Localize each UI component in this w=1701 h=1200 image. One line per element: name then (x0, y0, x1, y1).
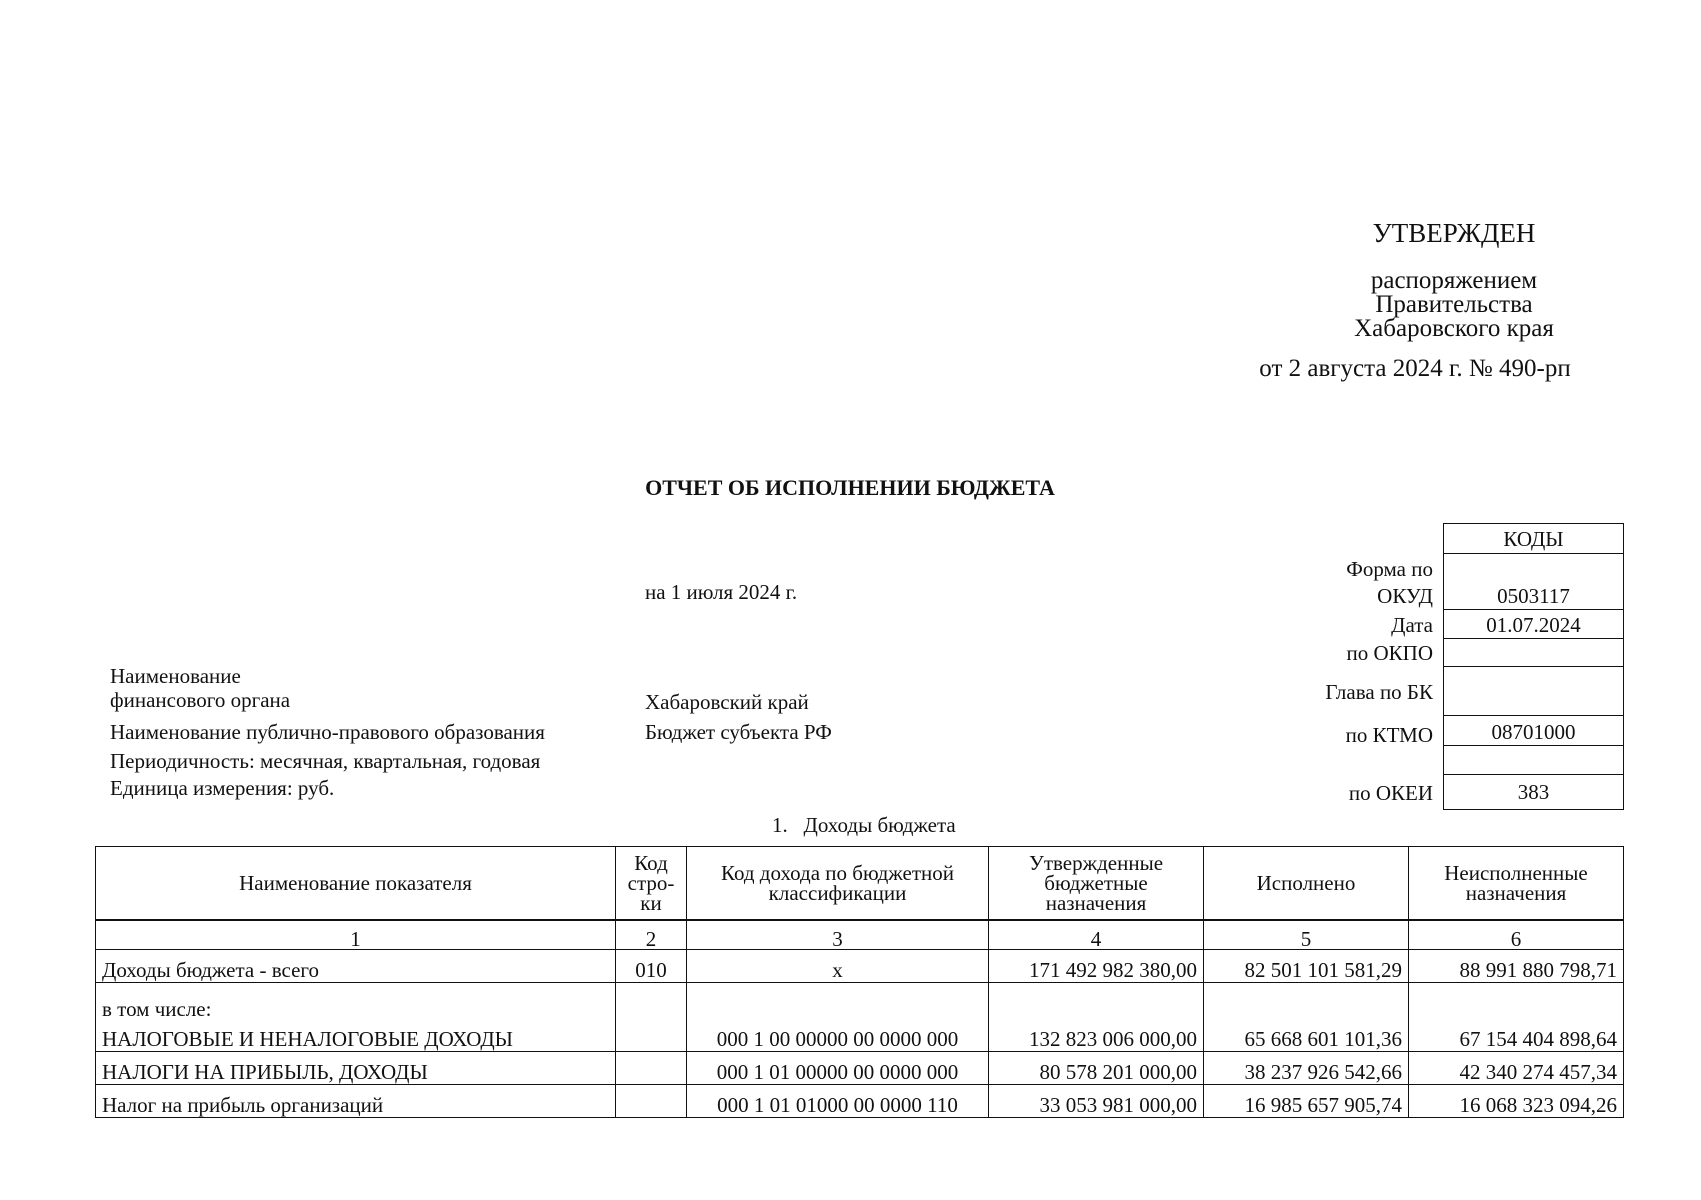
bk-label: Глава по БК (1325, 680, 1433, 704)
section-label: Доходы бюджета (803, 813, 956, 837)
table-header-row (96, 847, 1624, 921)
header-unexecuted-1: Неисполненные (1444, 861, 1588, 885)
date-value: 01.07.2024 (1444, 610, 1623, 639)
column-number-row (96, 920, 1624, 950)
table-row (96, 1052, 1624, 1085)
approval-block (1180, 218, 1620, 383)
row-line: 010 (616, 950, 687, 983)
row-name (96, 983, 616, 1052)
row-unexecuted: 67 154 404 898,64 (1409, 983, 1624, 1052)
income-table (95, 846, 1624, 1118)
codes-header: КОДЫ (1444, 524, 1623, 554)
header-executed: Исполнено (1204, 847, 1409, 921)
row-approved: 171 492 982 380,00 (989, 950, 1204, 983)
column-number: 3 (687, 920, 989, 950)
table-row (96, 1085, 1624, 1118)
row-name: Налог на прибыль организаций (96, 1085, 616, 1118)
date-label: Дата (1391, 613, 1433, 637)
row-executed: 82 501 101 581,29 (1204, 950, 1409, 983)
row-name: НАЛОГИ НА ПРИБЫЛЬ, ДОХОДЫ (96, 1052, 616, 1085)
row-code: 000 1 01 01000 00 0000 110 (687, 1085, 989, 1118)
row-executed: 38 237 926 542,66 (1204, 1052, 1409, 1085)
bk-value (1444, 667, 1623, 716)
header-income-code (687, 847, 989, 921)
column-number: 4 (989, 920, 1204, 950)
oktmo-value: 08701000 (1444, 716, 1623, 746)
header-line-code-1: Код (634, 851, 668, 875)
report-date: на 1 июля 2024 г. (645, 580, 798, 604)
fin-org-label-2: финансового органа (110, 688, 291, 712)
column-number: 1 (96, 920, 616, 950)
table-row (96, 950, 1624, 983)
header-approved-2: бюджетные (1044, 871, 1148, 895)
row-pre: в том числе: (102, 997, 212, 1021)
row-code: 000 1 01 00000 00 0000 000 (687, 1052, 989, 1085)
okei-label: по ОКЕИ (1348, 781, 1433, 805)
unit-label: Единица измерения: руб. (110, 776, 335, 800)
entity-value: Бюджет субъекта РФ (645, 720, 832, 744)
period-label: Периодичность: месячная, квартальная, годовая (110, 749, 541, 773)
row-unexecuted: 42 340 274 457,34 (1409, 1052, 1624, 1085)
header-line-code-3: ки (640, 891, 662, 915)
form-label-2: ОКУД (1377, 584, 1433, 608)
oktmo-label: по КТМО (1345, 723, 1433, 747)
row-unexecuted: 88 991 880 798,71 (1409, 950, 1624, 983)
row-code: 000 1 00 00000 00 0000 000 (687, 983, 989, 1052)
okpo-value (1444, 639, 1623, 667)
row-code: x (687, 950, 989, 983)
header-unexecuted-2: назначения (1465, 881, 1567, 905)
row-line (616, 1085, 687, 1118)
row-line (616, 983, 687, 1052)
approval-line-3: Хабаровского края (1354, 315, 1554, 342)
row-executed: 16 985 657 905,74 (1204, 1085, 1409, 1118)
fin-org-value: Хабаровский край (645, 690, 809, 714)
report-title: ОТЧЕТ ОБ ИСПОЛНЕНИИ БЮДЖЕТА (645, 475, 1055, 500)
row-unexecuted: 16 068 323 094,26 (1409, 1085, 1624, 1118)
row-approved: 80 578 201 000,00 (989, 1052, 1204, 1085)
approval-order: от 2 августа 2024 г. № 490-рп (1259, 355, 1571, 382)
row-approved: 132 823 006 000,00 (989, 983, 1204, 1052)
section-title (772, 813, 956, 838)
approval-heading: УТВЕРЖДЕН (1372, 218, 1536, 248)
form-label-1: Форма по (1346, 557, 1433, 581)
column-number: 6 (1409, 920, 1624, 950)
okei-value: 383 (1517, 780, 1550, 804)
table-row (96, 983, 1624, 1052)
entity-label: Наименование публично-правового образования (110, 720, 545, 744)
column-number: 5 (1204, 920, 1409, 950)
row-approved: 33 053 981 000,00 (989, 1085, 1204, 1118)
codes-box (1443, 523, 1624, 810)
blank-value (1444, 746, 1623, 775)
header-approved-1: Утвержденные (1028, 851, 1164, 875)
header-approved (989, 847, 1204, 921)
header-approved-3: назначения (1045, 891, 1147, 915)
okud-value: 0503117 (1444, 554, 1623, 610)
section-number: 1. (772, 813, 788, 837)
okpo-label: по ОКПО (1346, 641, 1433, 665)
header-income-code-1: Код дохода по бюджетной (721, 861, 954, 885)
approval-line-1: распоряжением (1370, 267, 1538, 294)
header-line-code-2: стро- (627, 871, 675, 895)
column-number: 2 (616, 920, 687, 950)
row-name-text: НАЛОГОВЫЕ И НЕНАЛОГОВЫЕ ДОХОДЫ (102, 1027, 513, 1051)
fin-org-label-1: Наименование (110, 664, 241, 688)
approval-line-2: Правительства (1375, 291, 1533, 318)
row-executed: 65 668 601 101,36 (1204, 983, 1409, 1052)
row-line (616, 1052, 687, 1085)
header-line-code (616, 847, 687, 921)
row-name: Доходы бюджета - всего (96, 950, 616, 983)
header-name: Наименование показателя (96, 847, 616, 921)
header-unexecuted (1409, 847, 1624, 921)
header-income-code-2: классификации (768, 881, 907, 905)
